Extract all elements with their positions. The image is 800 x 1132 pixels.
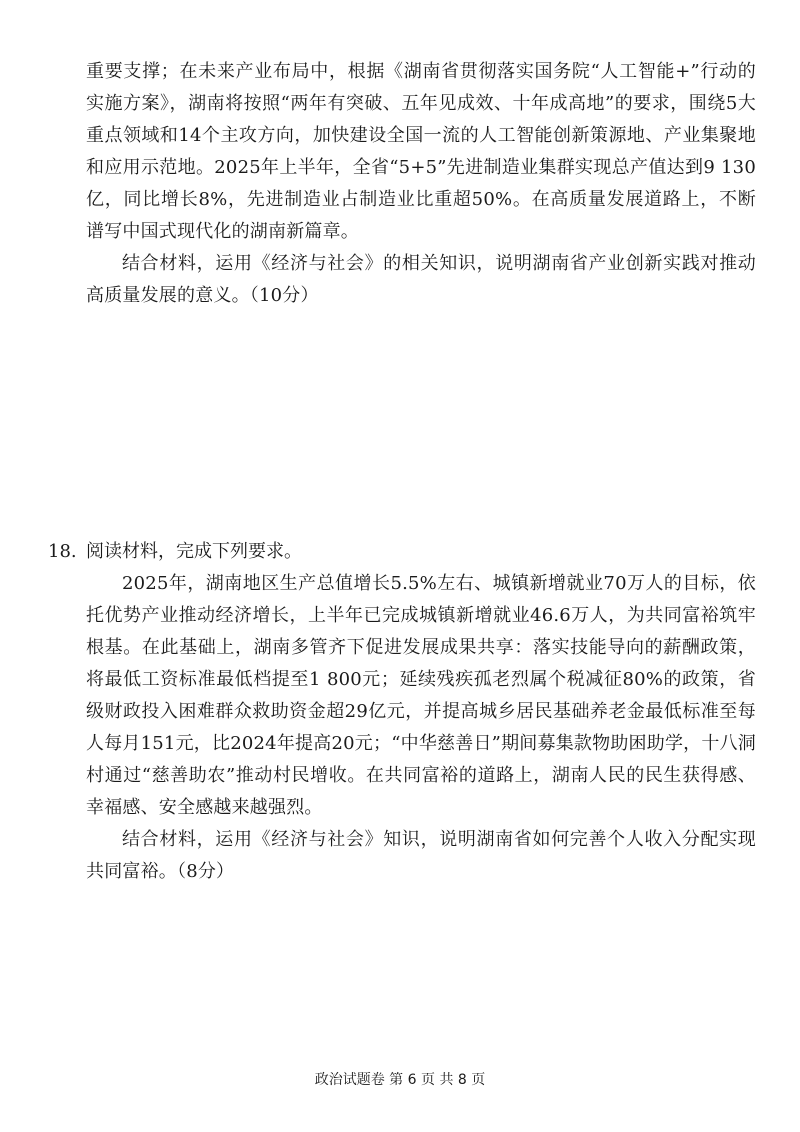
question-prompt: 结合材料，运用《经济与社会》的相关知识，说明湖南省产业创新实践对推动高质量发展的意义。（10分） xyxy=(86,253,756,306)
question-instruction: 阅读材料，完成下列要求。 xyxy=(86,541,302,562)
question-prompt: 结合材料，运用《经济与社会》知识，说明湖南省如何完善个人收入分配实现共同富裕。（8分） xyxy=(86,829,756,882)
material-paragraph: 重要支撑；在未来产业布局中，根据《湖南省贯彻落实国务院“人工智能+”行动的实施方案》，湖南将按照“两年有突破、五年见成效、十年成高地”的要求，围绕5大重点领域和14个主攻方向，加快建设全国一流的人工智能创新策源地、产业集聚地和应用示范地。2025年上半年，全省“5+5”先进制造业集群实现总产值达到9 130亿，同比增长8%，先进制造业占制造业比重超50%。在高质量发展道路上，不断谱写中国式现代化的湖南新篇章。 xyxy=(86,61,756,242)
page-footer: 政治试题卷 第 6 页 共 8 页 xyxy=(314,1072,486,1088)
question18 xyxy=(86,536,756,888)
question-number: 18. xyxy=(48,541,77,562)
question17-continuation xyxy=(86,56,756,312)
material-paragraph: 2025年，湖南地区生产总值增长5.5%左右、城镇新增就业70万人的目标，依托优势产业推动经济增长，上半年已完成城镇新增就业46.6万人，为共同富裕筑牢根基。在此基础上，湖南多管齐下促进发展成果共享：落实技能导向的薪酬政策，将最低工资标准最低档提至1 800元；延续残疾孤老烈属个税减征80%的政策，省级财政投入困难群众救助资金超29亿元，并提高城乡居民基础养老金最低标准至每人每月151元，比2024年提高20元；“中华慈善日”期间募集款物助困助学，十八洞村通过“慈善助农”推动村民增收。在共同富裕的道路上，湖南人民的民生获得感、幸福感、安全感越来越强烈。 xyxy=(86,573,756,818)
